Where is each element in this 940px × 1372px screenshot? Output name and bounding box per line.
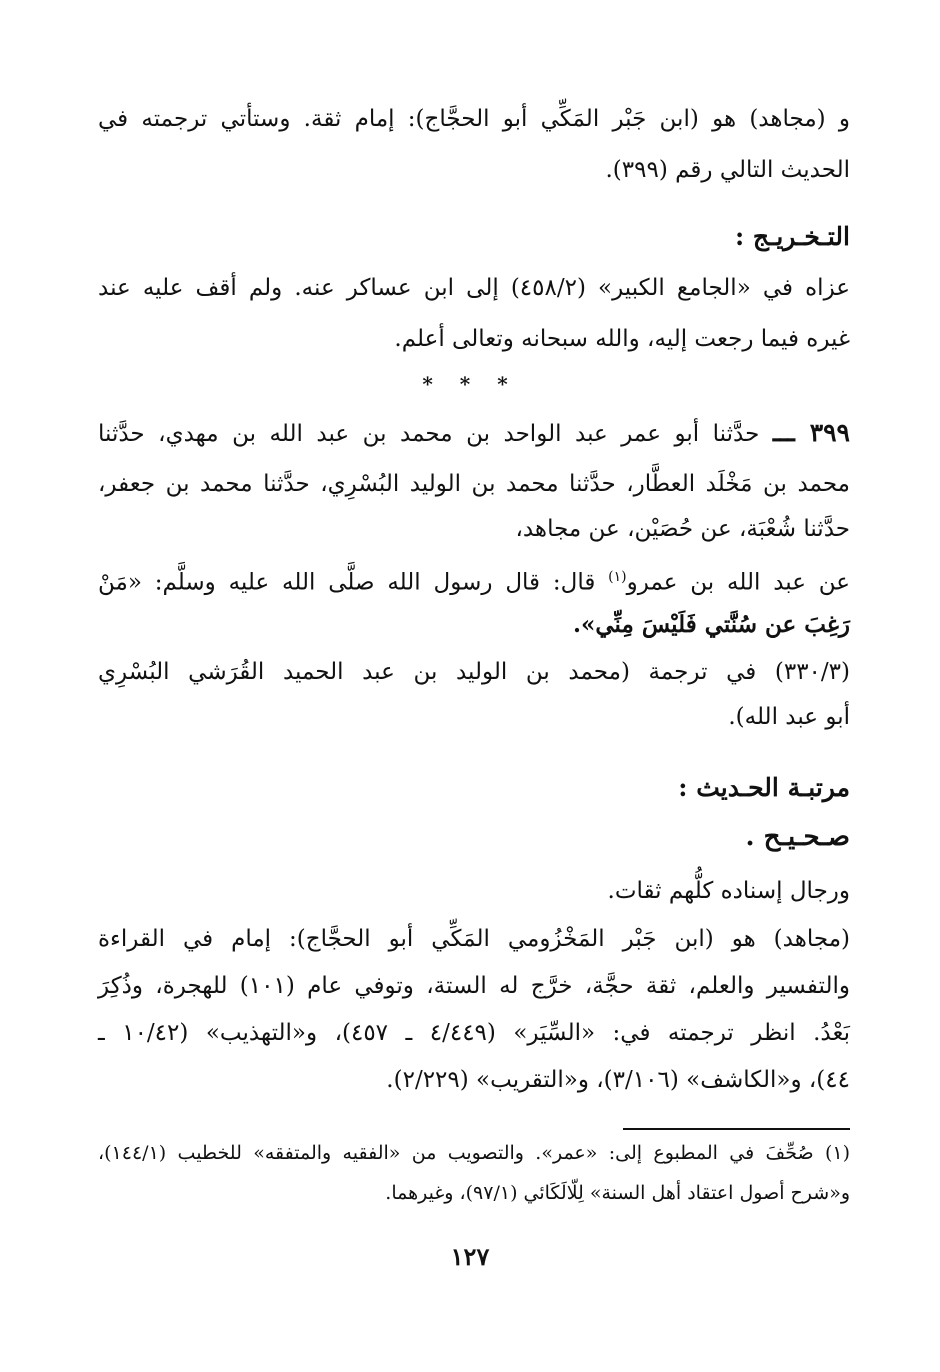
hadith-line-3: حدَّثنا شُعْبَة، عن حُصَيْن، عن مجاهد، — [515, 516, 850, 542]
footnote-line-2: و«شرح أصول اعتقاد أهل السنة» لِلّالَكَائي (٩٧/١)، وغيرهما. — [385, 1182, 850, 1204]
hadith-line-4-start: عن عبد الله بن عمرو — [626, 569, 850, 596]
rank-line-2: (مجاهد) هو (ابن جَبْر المَخْزُومي المَكِّي أبو الحجَّاج): إمام في القراءة — [98, 926, 850, 952]
rank-line-5: ٤٤)، و«الكاشف» (٣/١٠٦)، و«التقريب» (٢/٢٢٩). — [386, 1067, 850, 1093]
hadith-line-2: محمد بن مَخْلَد العطَّار، حدَّثنا محمد بن الوليد البُسْرِي، حدَّثنا محمد بن جعفر، — [98, 471, 850, 497]
rank-line-4: بَعْدُ. انظر ترجمته في: «السِّيَر» (٤/٤٤٩ ـ ٤٥٧)، و«التهذيب» (١٠/٤٢ ـ — [98, 1020, 850, 1046]
rank-line-3: والتفسير والعلم، ثقة حجَّة، خرَّج له الستة، وتوفي عام (١٠١) للهجرة، وذُكِرَ — [98, 973, 850, 999]
intro-line-1: و (مجاهد) هو (ابن جَبْر المَكِّي أبو الحجَّاج): إمام ثقة. وستأتي ترجمته في — [98, 106, 850, 132]
intro-line-2: الحديث التالي رقم (٣٩٩). — [605, 157, 850, 183]
hadith-number: ٣٩٩ ـــ — [772, 418, 850, 447]
hadith-line-7: أبو عبد الله). — [728, 704, 850, 730]
hadith-line-1 — [98, 416, 850, 451]
takhrij-line-2: غيره فيما رجعت إليه، والله سبحانه وتعالى أعلم. — [394, 326, 850, 352]
footnote-marker: (١) — [608, 569, 627, 585]
takhrij-heading: التـخـريـج : — [734, 222, 850, 251]
hadith-line-4 — [98, 560, 850, 600]
hadith-line-4-end: قال: قال رسول الله صلَّى الله عليه وسلَّم: «مَنْ — [98, 569, 609, 596]
rank-verdict: صـحـيـح . — [745, 822, 850, 852]
footnote-divider — [623, 1128, 850, 1130]
hadith-line-1-text: حدَّثنا أبو عمر عبد الواحد بن محمد بن عبد الله بن مهدي، حدَّثنا — [98, 421, 760, 447]
hadith-line-6: (٣٣٠/٣) في ترجمة (محمد بن الوليد بن عبد الحميد القُرَشي البُسْرِي — [98, 659, 850, 685]
section-separator: * * * — [422, 372, 518, 396]
rank-line-1: ورجال إسناده كلُّهم ثقات. — [607, 878, 850, 904]
footnote-line-1: (١) صُحِّفَ في المطبوع إلى: «عمر». والتصويب من «الفقيه والمتفقه» للخطيب (١٤٤/١)، — [98, 1142, 850, 1164]
hadith-matn: رَغِبَ عن سُنَّتي فَلَيْسَ مِنِّي». — [573, 611, 850, 638]
page-number: ١٢٧ — [450, 1242, 490, 1271]
takhrij-line-1: عزاه في «الجامع الكبير» (٤٥٨/٢) إلى ابن عساكر عنه. ولم أقف عليه عند — [98, 275, 850, 301]
rank-heading: مرتبـة الحـديث : — [678, 773, 850, 802]
